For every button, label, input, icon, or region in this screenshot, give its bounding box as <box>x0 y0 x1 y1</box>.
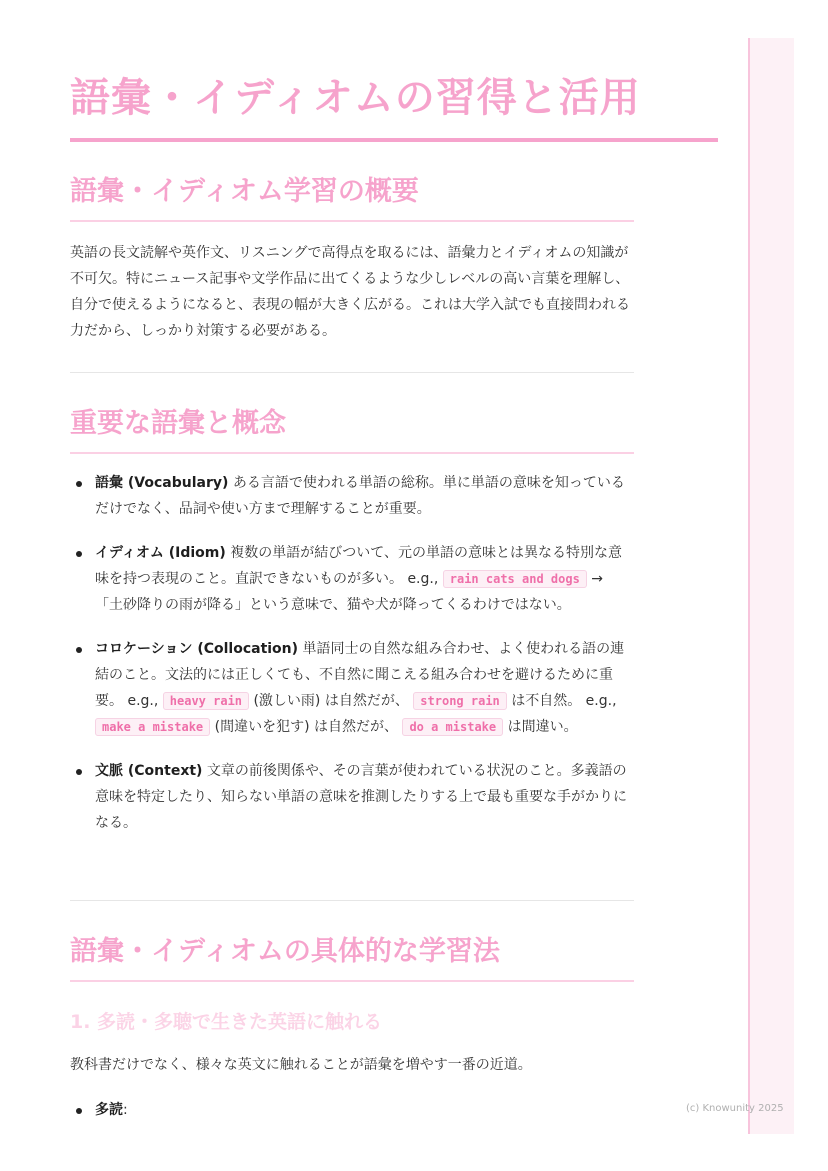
term-label: 語彙 (Vocabulary) <box>95 475 229 491</box>
section-heading-methods: 語彙・イディオムの具体的な学習法 <box>70 932 634 982</box>
concepts-list <box>70 470 634 836</box>
section-heading-overview: 語彙・イディオム学習の概要 <box>70 172 634 222</box>
overview-paragraph: 英語の長文読解や英作文、リスニングで高得点を取るには、語彙力とイディオムの知識が不可欠。特にニュース記事や文学作品に出てくるような少しレベルの高い言葉を理解し、自分で使えるようになると、表現の幅が大きく広がる。これは大学入試でも直接問われる力だから、しっかり対策する必要がある。 <box>70 245 630 339</box>
title-underline <box>70 138 718 142</box>
code-example: rain cats and dogs <box>443 570 587 588</box>
side-margin-band <box>748 38 794 1134</box>
methods-list <box>70 1097 634 1123</box>
term-description: : <box>123 1102 128 1118</box>
term-description: (激しい雨) は自然だが、 <box>249 693 414 709</box>
divider <box>70 900 634 901</box>
term-description: は不自然。 e.g., <box>506 693 617 709</box>
term-label: 文脈 (Context) <box>95 763 203 779</box>
code-example: make a mistake <box>95 718 210 736</box>
term-label: 多読 <box>95 1102 123 1118</box>
term-label: コロケーション (Collocation) <box>95 641 299 657</box>
list-item <box>70 1097 634 1123</box>
term-description: → 「土砂降りの雨が降る」という意味で、猫や犬が降ってくるわけではない。 <box>95 571 603 613</box>
bullet-icon <box>76 769 82 775</box>
list-item <box>70 540 634 618</box>
page-title: 語彙・イディオムの習得と活用 <box>70 75 641 121</box>
term-description: 単語同士の自然な組み合わせ、よく使われる語の連結のこと。文法的には正しくても、不自然に聞こえる組み合わせを避けるために重要。 e.g., <box>95 641 625 709</box>
list-item <box>70 636 634 740</box>
bullet-icon <box>76 551 82 557</box>
bullet-icon <box>76 647 82 653</box>
term-description: (間違いを犯す) は自然だが、 <box>210 719 403 735</box>
term-description: ある言語で使われる単語の総称。単に単語の意味を知っているだけでなく、品詞や使い方まで理解することが重要。 <box>95 475 625 517</box>
term-description: は間違い。 <box>503 719 578 735</box>
code-example: strong rain <box>413 692 506 710</box>
divider <box>70 372 634 373</box>
subsection-paragraph: 教科書だけでなく、様々な英文に触れることが語彙を増やす一番の近道。 <box>70 1057 532 1073</box>
copyright-footer: (c) Knowunity 2025 <box>686 1103 784 1114</box>
code-example: do a mistake <box>402 718 503 736</box>
bullet-icon <box>76 1108 82 1114</box>
list-item <box>70 470 634 522</box>
code-example: heavy rain <box>163 692 249 710</box>
list-item <box>70 758 634 836</box>
bullet-icon <box>76 481 82 487</box>
section-heading-concepts: 重要な語彙と概念 <box>70 404 634 454</box>
term-description: 文章の前後関係や、その言葉が使われている状況のこと。多義語の意味を特定したり、知らない単語の意味を推測したりする上で最も重要な手がかりになる。 <box>95 763 627 831</box>
term-label: イディオム (Idiom) <box>95 545 226 561</box>
term-description: 複数の単語が結びついて、元の単語の意味とは異なる特別な意味を持つ表現のこと。直訳できないものが多い。 e.g., <box>95 545 622 587</box>
subsection-heading: 1. 多読・多聴で生きた英語に触れる <box>70 1011 383 1033</box>
